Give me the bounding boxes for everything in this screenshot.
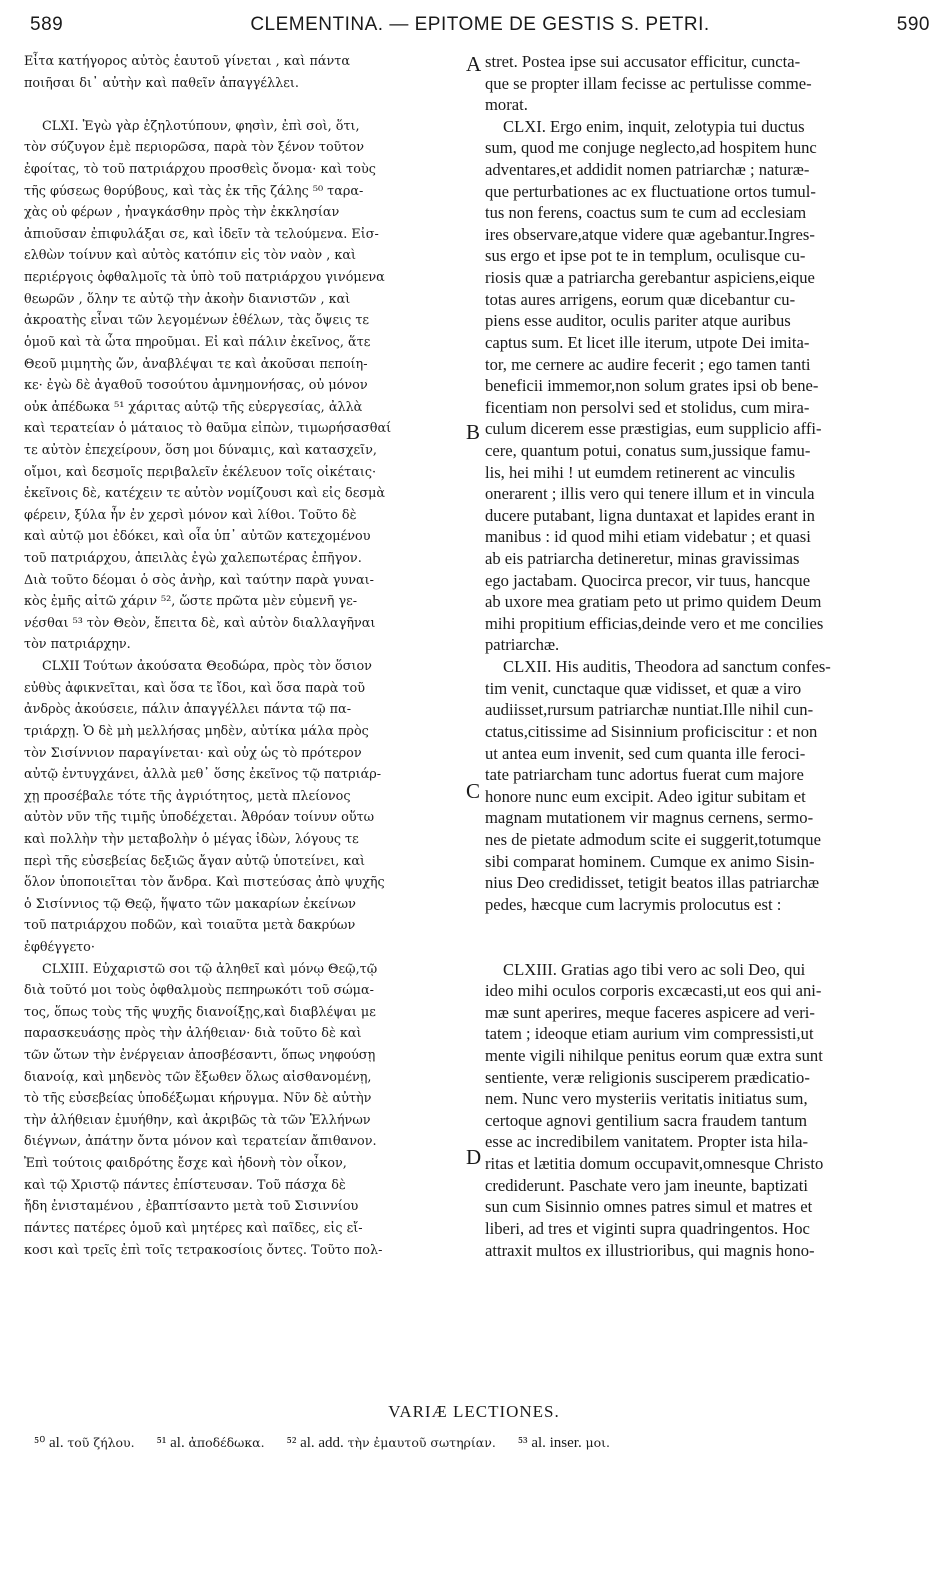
greek-text-line: διὰ τοῦτό μοι τοὺς ὀφθαλμοὺς πεπηρωκότι τοῦ σώμα- <box>24 983 374 999</box>
variant-number: ⁵⁰ <box>34 1435 46 1451</box>
latin-text-line: liberi, ad tres et viginti supra quadringentos. Hoc <box>485 1218 810 1238</box>
running-header <box>30 14 930 40</box>
greek-text-line: τοῦ πατριάρχου ποδῶν, καὶ τοιαῦτα μετὰ δακρύων <box>24 918 356 934</box>
greek-text-line: περὶ τῆς εὐσεβείας δεξιῶς ἄγαν αὐτῷ ὑποτείνει, καὶ <box>24 853 366 869</box>
variant-text: τὴν ἐμαυτοῦ σωτηρίαν. <box>347 1435 496 1450</box>
latin-text-line: captus sum. Et licet ille iterum, utpote Dei imita- <box>485 332 810 352</box>
greek-text-line: τοῦ πατριάρχου, ἀπειλὰς ἐγὼ χαλεπωτέρας ἐπῆγον. <box>24 551 362 567</box>
latin-text-line: audiisset,rursum patriarchæ nuntiat.Ille nihil cun- <box>485 700 814 720</box>
latin-text-line: mihi propitium efficias,deinde vero et me concilies <box>485 613 824 633</box>
greek-text-line: χὰς οὐ φέρων , ἠναγκάσθην πρὸς τὴν ἐκκλησίαν <box>24 205 340 221</box>
blank-line <box>485 937 931 959</box>
greek-text-line: Ἐπὶ τούτοις φαιδρότης ἔσχε καὶ ἡδονὴ τὸν οἶκον, <box>24 1156 347 1172</box>
variant-label: al. <box>49 1435 64 1451</box>
latin-text-line: sentiente, veræ religionis susciperem prædicatio- <box>485 1067 810 1087</box>
latin-text-line: sibi comparat hominem. Cumque ex animo Sisin- <box>485 851 815 871</box>
latin-text-line: nem. Nunc vero mysteriis veritatis initiatus sum, <box>485 1089 808 1109</box>
latin-text-line: onerarent ; illis vero qui tenere illum et in vincula <box>485 484 815 504</box>
latin-text-line: sum, quod me conjuge neglecto,ad hospitem hunc <box>485 138 817 158</box>
latin-text-line: ctatus,citissime ad Sisinnium proficiscitur : et non <box>485 721 818 741</box>
margin-marker-d: D <box>466 1145 482 1169</box>
variant-text: τοῦ ζήλου. <box>67 1435 135 1450</box>
variant-label: al. inser. <box>531 1435 582 1451</box>
latin-text-line: pedes, hæcque cum lacrymis prolocutus est : <box>485 894 782 914</box>
greek-text-line: ἐφθέγγετο· <box>24 939 95 955</box>
latin-text-line: ideo mihi oculos corporis excæcasti,ut eos qui ani- <box>485 981 822 1001</box>
greek-text-line: αὐτὸν νῦν τῆς τιμῆς ὑποδέχεται. Ἀθρόαν τοίνυν οὕτω <box>24 810 375 826</box>
greek-text-line: εὐθὺς ἀφικνεῖται, καὶ ὅσα τε ἴδοι, καὶ ὅσα παρὰ τοῦ <box>24 680 365 696</box>
greek-text-line: τῶν ὤτων τὴν ἐνέργειαν ἀποσβέσαντι, ὅπως νηφούσῃ <box>24 1048 376 1064</box>
greek-text-line: CLXII Τούτων ἀκούσατα Θεοδώρα, πρὸς τὸν ὅσιον <box>42 659 372 675</box>
latin-text-line: CLXII. His auditis, Theodora ad sanctum confes- <box>503 657 831 677</box>
greek-text-line: τῆς φύσεως θορύβους, καὶ τὰς ἐκ τῆς ζάλης ⁵⁰ ταρα- <box>24 183 364 199</box>
greek-text-line: πάντες πατέρες ὁμοῦ καὶ μητέρες καὶ παῖδες, εἰς εἴ- <box>24 1220 363 1236</box>
margin-marker-c: C <box>466 779 481 803</box>
latin-text-line: stret. Postea ipse sui accusator efficitur, cuncta- <box>485 52 801 71</box>
greek-text-line: τὸν πατριάρχην. <box>24 637 131 653</box>
latin-text-line: attraxit multos ex illustrioribus, qui magnis hono- <box>485 1240 815 1260</box>
greek-text-line: καὶ τερατείαν ὁ μάταιος τὸ θαῦμα εἰπὼν, τιμωρήσασθαί <box>24 421 392 437</box>
greek-text-line: φέρειν, ξύλα ἦν ἐν χερσὶ μόνον καὶ λίθοι. Τοῦτο δὲ <box>24 507 357 523</box>
latin-text-line: mæ sunt aperires, meque faceres aspicere ad veri- <box>485 1002 815 1022</box>
latin-text-line: ires observare,atque videre quæ agebantur.Ingres- <box>485 224 815 244</box>
latin-text-line: nius Deo credidisset, tetigit beatos illas patriarchæ <box>485 873 820 893</box>
margin-marker-b: B <box>466 420 481 444</box>
greek-text-line: παρασκευάσῃς πρὸς τὴν ἀλήθειαν· διὰ τοῦτο δὲ καὶ <box>24 1026 362 1042</box>
greek-text-line: ἐφοίτας, τὸ τοῦ πατριάρχου προσθεὶς ὄνομα· καὶ τοὺς <box>24 162 376 178</box>
latin-text-line: tor, me cernere ac audire fecerit ; ego tamen tanti <box>485 354 811 374</box>
variae-lectiones-list <box>34 1433 934 1452</box>
greek-text-line: περιέργοις ὀφθαλμοῖς τὰ ὑπὸ τοῦ πατριάρχου γινόμενα <box>24 270 385 286</box>
variant-number: ⁵² <box>286 1435 297 1451</box>
greek-text-line: κε· ἐγὼ δὲ ἀγαθοῦ τοσούτου ἀμνημονήσας, οὐ μόνον <box>24 378 368 394</box>
greek-text-line: οἴμοι, καὶ δεσμοῖς περιβαλεῖν ἐκέλευον τοῖς οἰκέταις· <box>24 464 377 480</box>
greek-column <box>24 51 464 1261</box>
greek-text-line: διέγνων, ἀπάτην ὄντα μόνον καὶ τερατείαν ἄπιθανον. <box>24 1134 377 1150</box>
greek-text-line: κοσι καὶ τρεῖς ἐπὶ τοῖς τετρακοσίοις ὄντες. Τοῦτο πολ- <box>24 1242 383 1258</box>
greek-text-line: τὸν Σισίννιον παραγίνεται· καὶ οὐχ ὡς τὸ πρότερον <box>24 745 362 761</box>
blank-line <box>24 94 464 116</box>
latin-text-line: magnam mutationem vir magnus cernens, sermo- <box>485 808 814 828</box>
greek-text-line: τος, ὅπως τοὺς τῆς ψυχῆς διανοίξῃς,καὶ διαβλέψαι με <box>24 1004 376 1020</box>
latin-text-line: tatem ; ideoque etiam aurium vim compressisti,ut <box>485 1024 814 1044</box>
variant-number: ⁵¹ <box>156 1435 167 1451</box>
variant-label: al. add. <box>300 1435 344 1451</box>
latin-text-line: ego jactabam. Quocirca precor, vir tuus, hancque <box>485 570 811 590</box>
greek-text-line: τριάρχῃ. Ὁ δὲ μὴ μελλήσας μηδὲν, αὐτίκα μάλα πρὸς <box>24 723 369 739</box>
greek-text-line: ἀπιοῦσαν ἐπιφυλάξαι σε, καὶ ἰδεῖν τὰ τελούμενα. Εἰσ- <box>24 226 379 242</box>
greek-text-line: κὸς ἐμῆς αἰτῶ χάριν ⁵², ὥστε πρῶτα μὲν εὐμενῆ γε- <box>24 594 358 610</box>
latin-text-line: tim venit, cunctaque quæ vidisset, et quæ a viro <box>485 678 802 698</box>
greek-text-line: τὴν ἀλήθειαν ἐμυήθην, καὶ ἀκριβῶς τὰ τῶν Ἑλλήνων <box>24 1112 371 1128</box>
running-head-title: CLEMENTINA. — EPITOME DE GESTIS S. PETRI. <box>250 14 710 35</box>
greek-text-line: ὁ Σισίννιος τῷ Θεῷ, ἥψατο τῶν μακαρίων ἐκείνων <box>24 896 356 912</box>
greek-text-line: ελθὼν τοίνυν καὶ αὐτὸς κατόπιν εἰς τὸν ναὸν , καὶ <box>24 248 357 264</box>
greek-text-line: ἤδη ἐνισταμένου , ἐβαπτίσαντο μετὰ τοῦ Σισιννίου <box>24 1199 359 1215</box>
variant-reading <box>518 1435 610 1451</box>
latin-text-line: que se propter illam fecisse ac pertulisse comme- <box>485 73 812 93</box>
greek-text-line: θεωρῶν , ὅλην τε αὐτῷ τὴν ἀκοὴν διανιστῶν , καὶ <box>24 291 351 307</box>
latin-text-line: morat. <box>485 95 528 115</box>
latin-text-line: sus ergo et ipse pot te in templum, oculisque cu- <box>485 246 806 266</box>
greek-text-line: CLXI. Ἐγὼ γὰρ ἐζηλοτύπουν, φησὶν, ἐπὶ σοὶ, ὅτι, <box>42 118 360 134</box>
latin-text-line: ab uxore mea gratiam peto ut primo quidem Deum <box>485 592 822 612</box>
variant-number: ⁵³ <box>517 1435 528 1451</box>
latin-text-line: CLXI. Ergo enim, inquit, zelotypia tui ductus <box>503 116 805 136</box>
latin-text-line: adventares,et addidit nomen patriarchæ ; naturæ- <box>485 160 810 180</box>
latin-text-line: patriarchæ. <box>485 635 560 655</box>
latin-text-line: sun cum Sisinnio omnes patres simul et matres et <box>485 1197 813 1217</box>
margin-marker-a: A <box>466 52 482 76</box>
greek-text-line: αὐτῷ ἐντυγχάνει, ἀλλὰ μεθ᾽ ὅσης ἐκεῖνος τῷ πατριάρ- <box>24 767 382 783</box>
variant-reading <box>34 1435 135 1451</box>
greek-text-line: καὶ αὐτῷ μοι ἐδόκει, καὶ οἷα ὑπ᾽ αὐτῶν κατεχομένου <box>24 529 371 545</box>
greek-text-line: οὐκ ἀπέδωκα ⁵¹ χάριτας αὐτῷ τῆς εὐεργεσίας, ἀλλὰ <box>24 399 363 415</box>
latin-text-line: esse ac incredibilem vanitatem. Propter ista hila- <box>485 1132 809 1152</box>
latin-text-line: tus non ferens, coactus sum te cum ad ecclesiam <box>485 203 807 223</box>
latin-text-line: mente vigili nihilque penitus eorum quæ extra sunt <box>485 1046 823 1066</box>
latin-text-line: cere, quantum potui, conatus sum,jussique famu- <box>485 440 811 460</box>
greek-text-line: τὸν σύζυγον ἐμὲ περιορῶσα, παρὰ τὸν ξένον τοῦτον <box>24 140 364 156</box>
latin-text-line: lis, hei mihi ! ut eumdem retinerent ac vinculis <box>485 462 796 482</box>
latin-text-line: piens esse auditor, oculis pariter atque auribus <box>485 311 791 331</box>
latin-text-line: ficentiam non persolvi sed et stolidus, cum mira- <box>485 397 810 417</box>
greek-text-line: ἀνδρὸς ἀκούσειε, πάλιν ἀπαγγέλλει πάντα τῷ πα- <box>24 702 352 718</box>
latin-text-line: tate patriarcham tunc adortus fuerat cum majore <box>485 765 804 785</box>
latin-text-line: nes de pietate admodum scite ei suggerit,totumque <box>485 829 821 849</box>
greek-text-line: ποιῆσαι δι᾽ αὐτὴν καὶ παθεῖν ἀπαγγέλλει. <box>24 75 299 91</box>
greek-text-line: καὶ τῷ Χριστῷ πάντες ἐπίστευσαν. Τοῦ πάσχα δὲ <box>24 1177 346 1193</box>
greek-text-line: ὅλον ὑποποιεῖται τὸν ἄνδρα. Καὶ πιστεύσας ἀπὸ ψυχῆς <box>24 875 385 891</box>
greek-text-line: νέσθαι ⁵³ τὸν Θεὸν, ἔπειτα δὲ, καὶ αὐτὸν διαλλαγῆναι <box>24 615 376 631</box>
greek-text-line: Εἶτα κατήγορος αὐτὸς ἑαυτοῦ γίνεται , καὶ πάντα <box>24 54 351 69</box>
variant-text: μοι. <box>585 1435 610 1450</box>
latin-text-line: certoque agnovi gentilium sacra fraudem tantum <box>485 1110 808 1130</box>
variant-reading <box>157 1435 265 1451</box>
latin-text-line: CLXIII. Gratias ago tibi vero ac soli Deo, qui <box>503 959 806 979</box>
greek-text-line: τε αὐτὸν ἐπεχείρουν, ὅση μοι δύναμις, καὶ κατασχεῖν, <box>24 442 377 458</box>
greek-text-line: ὁμοῦ καὶ τὰ ὦτα πηροῦμαι. Εἰ καὶ πάλιν ἐκεῖνος, ἅτε <box>24 334 371 350</box>
page-number-right: 590 <box>896 14 930 35</box>
greek-text-line: τὸ τῆς εὐσεβείας ὑποδέξωμαι κήρυγμα. Νῦν δὲ αὐτὴν <box>24 1091 372 1107</box>
greek-text-line: ἐκεῖνοις δὲ, κατέχειν τε αὐτὸν νομίζουσι καὶ εἰς δεσμὰ <box>24 486 386 502</box>
latin-text-line: ut antea eum invenit, sed cum quanta ille feroci- <box>485 743 806 763</box>
latin-text-line: beneficii immemor,non solum grates ipsi ob bene- <box>485 376 819 396</box>
greek-text-line: χῃ προσέβαλε τότε τῆς ἀγριότητος, μετὰ πλείονος <box>24 788 351 804</box>
latin-text-line: ducere putabant, ligna duntaxat et lapides erant in <box>485 505 815 525</box>
latin-text-line: manibus : id quod mihi etiam videbatur ; et quasi <box>485 527 811 547</box>
greek-text-line: Διὰ τοῦτο δέομαι ὁ σὸς ἀνὴρ, καὶ ταύτην παρὰ γυναι- <box>24 572 374 588</box>
latin-text-line: culum dicerem esse præstigias, eum supplicio affi- <box>485 419 822 439</box>
greek-text-line: Θεοῦ μιμητὴς ὤν, ἀναβλέψαι τε καὶ ἀκοῦσαι πεποίη- <box>24 356 368 372</box>
greek-text-line: διανοίᾳ, καὶ μηδενὸς τῶν ἔξωθεν ὅλως αἰσθανομένῃ, <box>24 1069 372 1085</box>
latin-text-line: que perturbationes ac ex fluctuatione ortos tumul- <box>485 181 816 201</box>
latin-column <box>485 51 931 1261</box>
latin-text-line: riosis quæ a patriarcha gerebantur aspiciens,eique <box>485 268 815 288</box>
latin-text-line: honore nunc eum excipit. Adeo igitur subitam et <box>485 786 806 806</box>
variant-reading <box>287 1435 496 1451</box>
greek-text-line: CLXIII. Εὐχαριστῶ σοι τῷ ἀληθεῖ καὶ μόνῳ Θεῷ,τῷ <box>42 961 378 977</box>
page-number-left: 589 <box>30 14 64 35</box>
latin-text-line: ab eis patriarcha detineretur, minas gravissimas <box>485 549 800 569</box>
variant-label: al. <box>170 1435 185 1451</box>
latin-text-line: totas aures arrigens, eorum quæ dicebantur cu- <box>485 289 796 309</box>
greek-text-line: ἀκροατὴς εἶναι τῶν λεγομένων ἐθέλων, τὰς ὄψεις τε <box>24 313 370 329</box>
blank-line <box>485 915 931 937</box>
variant-text: ἀποδέδωκα. <box>188 1435 265 1450</box>
variae-lectiones-title: VARIÆ LECTIONES. <box>388 1402 560 1421</box>
latin-text-line: ritas et lætitia domum occupavit,omnesque Christo <box>485 1154 824 1174</box>
greek-text-line: καὶ πολλὴν τὴν μεταβολὴν ὁ μέγας ἰδὼν, λόγους τε <box>24 831 359 847</box>
latin-text-line: crediderunt. Paschate vero jam ineunte, baptizati <box>485 1175 808 1195</box>
